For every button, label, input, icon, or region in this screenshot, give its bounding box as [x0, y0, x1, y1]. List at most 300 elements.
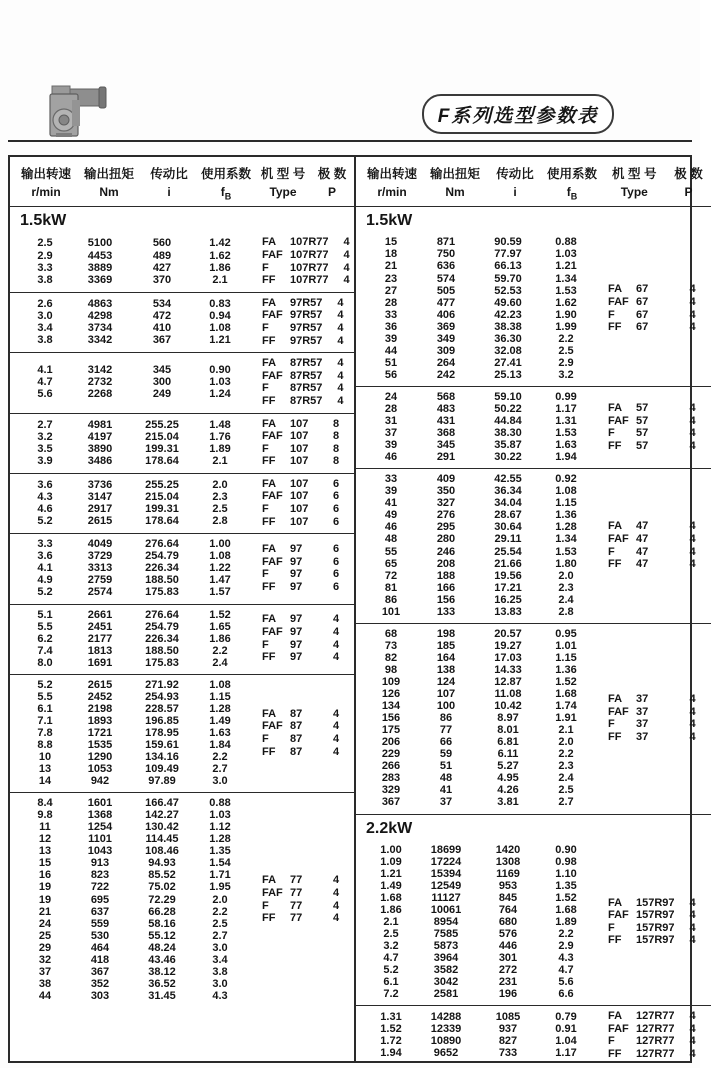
type-model: FA 107	[262, 477, 309, 490]
torque-cell: 10890	[430, 1035, 462, 1048]
torque-cell: 2574	[87, 586, 113, 599]
type-model: FAF 77	[262, 886, 303, 899]
fb-cell: 1.86	[209, 261, 231, 274]
torque-cell: 750	[436, 248, 456, 261]
speed-cell: 48	[384, 533, 398, 546]
speed-cell: 81	[384, 581, 398, 594]
poles-cell: 4	[689, 545, 696, 558]
group-values	[10, 479, 246, 527]
ratio-cell: 50.22	[494, 403, 522, 415]
torque-cell: 5100	[87, 237, 113, 250]
poles-cell: 8	[332, 455, 340, 468]
torque-cell: 14288	[430, 1011, 462, 1024]
fb-cell: 1.99	[555, 320, 577, 333]
group-values	[356, 236, 592, 381]
speed-cell: 11	[39, 821, 51, 834]
ratio-cell: 75.02	[148, 881, 176, 894]
torque-cell: 1535	[87, 738, 113, 751]
fb-cell: 1.84	[209, 738, 231, 751]
torque-cell: 409	[436, 473, 456, 486]
type-model: FF 87	[262, 745, 303, 758]
type-model: FAF 107R77	[262, 248, 329, 261]
fb-cell: 2.8	[212, 515, 228, 528]
torque-cell: 3147	[87, 491, 113, 504]
ratio-cell: 30.22	[494, 451, 522, 464]
ratio-cell: 66.13	[494, 260, 522, 273]
ratio-cell: 58.16	[148, 917, 176, 930]
ratio-cell: 255.25	[145, 418, 179, 431]
poles-cell: 4	[689, 1047, 696, 1060]
model-group	[10, 352, 354, 412]
ratio-cell: 97.89	[148, 775, 176, 788]
fb-cell: 1.03	[555, 248, 577, 261]
type-model: F 37	[608, 718, 649, 731]
fb-cell: 4.3	[212, 989, 228, 1002]
speed-cell: 2.5	[383, 927, 399, 940]
torque-cell: 37	[439, 796, 453, 809]
type-prefix: FA	[608, 896, 623, 909]
ratio-cell: 215.04	[145, 430, 179, 443]
fb-cell: 1.68	[555, 688, 577, 701]
speed-cell: 3.8	[37, 334, 53, 346]
group-values	[10, 609, 246, 669]
poles-cell: 4	[343, 261, 350, 274]
type-prefix: F	[262, 899, 269, 912]
fb-cell: 2.1	[558, 724, 574, 737]
speed-cell: 175	[381, 724, 401, 737]
ratio-cell: 130.42	[145, 821, 179, 834]
torque-cell: 2268	[87, 388, 113, 401]
fb-cell: 1.17	[555, 403, 577, 415]
poles-cell: 8	[332, 430, 340, 443]
selection-table	[8, 155, 703, 1063]
poles-cell: 4	[332, 707, 340, 720]
torque-cell: 345	[436, 439, 456, 452]
poles-cell: 4	[332, 745, 340, 758]
speed-cell: 126	[381, 688, 401, 701]
speed-cell: 1.21	[380, 867, 402, 880]
fb-cell: 0.90	[555, 843, 577, 856]
speed-cell: 134	[381, 700, 401, 713]
type-model: FAF 107	[262, 490, 309, 503]
speed-cell: 1.72	[380, 1035, 402, 1048]
poles-cell: 4	[689, 308, 696, 321]
page-title: F系列选型参数表	[422, 94, 614, 134]
torque-cell: 2615	[87, 678, 113, 691]
fb-cell: 0.90	[209, 364, 231, 377]
ratio-cell: 300	[152, 376, 172, 389]
type-prefix: FAF	[262, 886, 283, 899]
model-group	[10, 792, 354, 1007]
fb-cell: 0.88	[555, 236, 577, 249]
type-model: FA 67	[608, 283, 649, 296]
speed-cell: 3.2	[37, 430, 53, 443]
type-model: F 67	[608, 308, 649, 321]
poles-cell: 4	[689, 909, 696, 922]
speed-cell: 68	[384, 627, 398, 640]
type-prefix: FF	[262, 515, 276, 528]
speed-cell: 2.5	[37, 237, 53, 250]
type-model: F 127R77	[608, 1035, 675, 1048]
torque-cell: 10061	[430, 903, 462, 916]
poles-cell: 6	[332, 568, 340, 581]
ratio-cell: 534	[152, 297, 172, 310]
speed-cell: 4.6	[37, 503, 53, 516]
speed-cell: 37	[384, 427, 398, 440]
type-prefix: FA	[608, 283, 623, 296]
type-prefix: F	[608, 1035, 615, 1048]
poles-cell: 4	[689, 558, 696, 571]
poles-cell: 6	[332, 490, 340, 503]
type-prefix: FF	[262, 580, 276, 593]
power-section	[10, 207, 354, 1007]
fb-cell: 0.79	[555, 1011, 577, 1024]
speed-cell: 49	[384, 509, 398, 522]
type-prefix: F	[608, 427, 615, 440]
type-model: FAF 47	[608, 532, 649, 545]
type-prefix: F	[262, 568, 269, 581]
speed-cell: 5.2	[383, 963, 399, 976]
fb-cell: 3.0	[212, 941, 228, 954]
right-table-pane	[355, 157, 711, 1061]
speed-cell: 3.5	[37, 442, 53, 455]
model-group	[356, 232, 711, 386]
ratio-cell: 17.03	[494, 651, 522, 664]
type-model: FA 107R77	[262, 236, 329, 249]
poles-cell: 4	[332, 912, 340, 925]
torque-cell: 242	[436, 368, 456, 381]
type-model: FA 97	[262, 543, 303, 556]
fb-cell: 1.28	[209, 833, 231, 846]
speed-cell: 8.0	[37, 656, 53, 669]
power-section	[356, 207, 711, 813]
torque-cell: 4863	[87, 297, 113, 310]
fb-cell: 1.28	[555, 521, 577, 534]
torque-cell: 86	[439, 712, 453, 725]
speed-cell: 51	[384, 356, 398, 369]
torque-cell: 2917	[87, 503, 113, 516]
speed-cell: 21	[38, 905, 52, 918]
group-values	[10, 298, 246, 346]
type-model: FA 57	[608, 401, 649, 414]
speed-cell: 39	[384, 439, 398, 452]
type-model: FF 67	[608, 321, 649, 334]
fb-cell: 2.4	[212, 656, 228, 669]
poles-cell: 6	[332, 580, 340, 593]
col-header-poles: 极 数 P	[674, 167, 703, 199]
ratio-cell: 27.41	[494, 356, 522, 369]
speed-cell: 7.2	[383, 988, 399, 1001]
type-model: F 157R97	[608, 921, 675, 934]
torque-cell: 3729	[87, 550, 113, 563]
speed-cell: 4.3	[37, 491, 53, 504]
power-section	[356, 814, 711, 1066]
speed-cell: 3.6	[37, 478, 53, 491]
type-prefix: FA	[262, 236, 277, 249]
torque-cell: 280	[436, 533, 456, 546]
poles-cell: 4	[689, 718, 696, 731]
speed-cell: 3.0	[37, 309, 53, 322]
fb-cell: 1.95	[209, 881, 231, 894]
ratio-cell: 19.27	[494, 639, 522, 652]
type-prefix: F	[262, 321, 269, 334]
poles-cell: 8	[332, 442, 340, 455]
ratio-cell: 25.13	[494, 368, 522, 381]
speed-cell: 2.6	[37, 297, 53, 310]
speed-cell: 13	[38, 763, 52, 776]
ratio-cell: 231	[498, 976, 518, 989]
ratio-cell: 4.95	[497, 772, 519, 785]
poles-cell: 6	[332, 503, 340, 516]
model-group	[10, 292, 354, 352]
ratio-cell: 72.29	[148, 893, 176, 906]
type-model: FA 87R57	[262, 357, 323, 370]
torque-cell: 164	[436, 651, 456, 664]
ratio-cell: 55.12	[148, 929, 176, 942]
ratio-cell: 42.23	[494, 308, 522, 321]
type-model: FAF 97	[262, 626, 303, 639]
torque-cell: 3964	[433, 951, 459, 964]
speed-cell: 8.4	[37, 797, 53, 810]
group-types	[246, 357, 358, 407]
speed-cell: 5.2	[37, 678, 53, 691]
type-model: FAF 37	[608, 705, 649, 718]
speed-cell: 25	[38, 929, 52, 942]
torque-cell: 3369	[87, 273, 113, 286]
col-header-ratio: 传动比 i	[496, 167, 534, 199]
speed-cell: 1.00	[380, 843, 402, 856]
torque-cell: 41	[439, 784, 453, 797]
ratio-cell: 66.28	[148, 905, 176, 918]
type-model: F 87R57	[262, 382, 323, 395]
ratio-cell: 937	[498, 1023, 518, 1036]
type-model: FF 57	[608, 439, 649, 452]
col-header-ratio: 传动比 i	[150, 167, 188, 199]
torque-cell: 2615	[87, 515, 113, 528]
type-model: F 97	[262, 638, 303, 651]
torque-cell: 559	[90, 917, 110, 930]
speed-cell: 39	[384, 332, 398, 345]
type-prefix: FAF	[262, 720, 283, 733]
type-model: F 47	[608, 545, 649, 558]
torque-cell: 327	[436, 497, 456, 510]
torque-cell: 291	[436, 451, 456, 464]
ratio-cell: 11.08	[494, 688, 522, 701]
poles-cell: 4	[689, 401, 696, 414]
torque-cell: 166	[436, 581, 456, 594]
torque-cell: 3582	[433, 963, 459, 976]
fb-cell: 2.7	[212, 763, 228, 776]
ratio-cell: 196.85	[145, 714, 179, 727]
speed-cell: 5.6	[37, 388, 53, 401]
speed-cell: 266	[381, 760, 401, 773]
torque-cell: 1721	[87, 726, 113, 739]
group-types	[592, 693, 711, 743]
group-values	[356, 628, 592, 809]
torque-cell: 4453	[87, 249, 113, 262]
ratio-cell: 953	[498, 879, 518, 892]
type-prefix: FA	[262, 357, 277, 370]
type-model: FAF 67	[608, 296, 649, 309]
type-prefix: FAF	[262, 248, 283, 261]
fb-cell: 3.4	[212, 953, 228, 966]
torque-cell: 188	[436, 569, 456, 582]
torque-cell: 77	[439, 724, 453, 737]
type-prefix: FA	[262, 296, 277, 309]
poles-cell: 4	[689, 1022, 696, 1035]
torque-cell: 100	[436, 700, 456, 713]
torque-cell: 3736	[87, 478, 113, 491]
type-prefix: F	[608, 545, 615, 558]
torque-cell: 48	[439, 772, 453, 785]
torque-cell: 3142	[87, 364, 113, 377]
speed-cell: 7.8	[37, 726, 53, 739]
torque-cell: 505	[436, 284, 456, 297]
speed-cell: 86	[384, 593, 398, 606]
fb-cell: 1.08	[209, 678, 231, 691]
speed-cell: 44	[38, 989, 52, 1002]
speed-cell: 46	[384, 451, 398, 464]
type-prefix: FAF	[608, 532, 629, 545]
type-prefix: F	[262, 638, 269, 651]
group-values	[356, 1011, 592, 1059]
poles-cell: 4	[689, 439, 696, 452]
type-model: FAF 87R57	[262, 369, 323, 382]
group-values	[10, 237, 246, 285]
torque-cell: 1101	[88, 833, 112, 846]
fb-cell: 1.89	[209, 442, 231, 455]
group-types	[246, 613, 354, 663]
fb-cell: 1.76	[209, 430, 231, 443]
ratio-cell: 249	[152, 388, 172, 401]
speed-cell: 18	[384, 248, 398, 261]
torque-cell: 1290	[87, 751, 113, 764]
col-header-type: 机 型 号 Type	[260, 167, 306, 199]
ratio-cell: 560	[152, 237, 172, 250]
torque-cell: 483	[436, 403, 456, 415]
group-types	[592, 1010, 711, 1060]
speed-cell: 31	[384, 415, 398, 428]
poles-cell: 4	[332, 613, 340, 626]
speed-cell: 4.7	[37, 376, 53, 389]
fb-cell: 1.80	[555, 557, 577, 570]
poles-cell: 4	[689, 283, 696, 296]
poles-cell: 4	[689, 1035, 696, 1048]
type-prefix: FA	[262, 613, 277, 626]
type-model: F 107R77	[262, 261, 329, 274]
torque-cell: 369	[436, 320, 456, 333]
speed-cell: 1.09	[380, 855, 402, 868]
fb-cell: 2.1	[212, 454, 228, 467]
ratio-cell: 6.81	[497, 736, 519, 749]
torque-cell: 477	[436, 296, 456, 309]
speed-cell: 32	[38, 953, 52, 966]
speed-cell: 3.9	[37, 454, 53, 467]
fb-cell: 2.4	[558, 772, 574, 785]
group-types	[592, 283, 711, 333]
ratio-cell: 77.97	[494, 248, 522, 261]
col-header-torque: 输出扭矩 Nm	[83, 167, 134, 199]
torque-cell: 418	[90, 953, 110, 966]
type-prefix: FF	[262, 651, 276, 664]
ratio-cell: 178.95	[145, 726, 179, 739]
speed-cell: 101	[381, 605, 401, 618]
type-prefix: FA	[262, 477, 277, 490]
type-prefix: FF	[608, 558, 622, 571]
type-prefix: FAF	[262, 309, 283, 322]
fb-cell: 1.90	[555, 308, 577, 321]
fb-cell: 1.54	[209, 857, 231, 870]
gearmotor-photo	[44, 80, 110, 140]
fb-cell: 1.71	[209, 869, 231, 882]
fb-cell: 1.53	[555, 284, 577, 297]
speed-cell: 21	[384, 260, 398, 273]
speed-cell: 82	[384, 651, 398, 664]
model-group	[356, 840, 711, 1006]
ratio-cell: 29.11	[494, 533, 522, 546]
poles-cell: 8	[332, 417, 340, 430]
speed-cell: 23	[384, 272, 398, 285]
speed-cell: 7.4	[37, 644, 53, 657]
ratio-cell: 108.46	[145, 845, 179, 858]
torque-cell: 568	[436, 390, 456, 403]
torque-cell: 352	[90, 977, 110, 990]
fb-cell: 2.0	[558, 569, 574, 582]
ratio-cell: 42.55	[494, 473, 522, 486]
type-prefix: FA	[262, 543, 277, 556]
type-prefix: FAF	[262, 555, 283, 568]
poles-cell: 4	[332, 886, 340, 899]
ratio-cell: 12.87	[494, 675, 522, 688]
ratio-cell: 733	[498, 1047, 518, 1060]
ratio-cell: 4.26	[497, 784, 519, 797]
type-prefix: F	[262, 442, 269, 455]
torque-cell: 1043	[87, 845, 113, 858]
type-prefix: F	[608, 718, 615, 731]
poles-cell: 4	[337, 357, 344, 370]
speed-cell: 72	[384, 569, 398, 582]
poles-cell: 4	[689, 296, 696, 309]
torque-cell: 637	[90, 905, 110, 918]
type-prefix: FF	[262, 274, 276, 287]
ratio-cell: 31.45	[148, 989, 176, 1002]
poles-cell: 6	[332, 543, 340, 556]
ratio-cell: 1169	[496, 867, 520, 880]
speed-cell: 1.31	[380, 1011, 402, 1024]
col-header-torque: 输出扭矩 Nm	[429, 167, 480, 199]
speed-cell: 8.8	[37, 738, 53, 751]
speed-cell: 36	[384, 320, 398, 333]
ratio-cell: 576	[498, 927, 518, 940]
left-table-pane	[10, 157, 355, 1061]
torque-cell: 11127	[431, 891, 461, 904]
speed-cell: 3.3	[37, 538, 53, 551]
torque-cell: 2581	[433, 988, 459, 1001]
group-values	[10, 679, 246, 787]
speed-cell: 4.1	[37, 364, 53, 377]
type-model: FAF 97R57	[262, 309, 323, 322]
speed-cell: 28	[384, 403, 398, 415]
speed-cell: 9.8	[37, 809, 53, 822]
speed-cell: 10	[38, 751, 52, 764]
type-prefix: FAF	[608, 296, 629, 309]
ratio-cell: 19.56	[494, 569, 522, 582]
fb-cell: 1.47	[209, 574, 231, 587]
model-group	[10, 473, 354, 533]
torque-cell: 156	[436, 593, 456, 606]
power-label: 1.5kW	[366, 212, 413, 230]
torque-cell: 8954	[433, 915, 459, 928]
